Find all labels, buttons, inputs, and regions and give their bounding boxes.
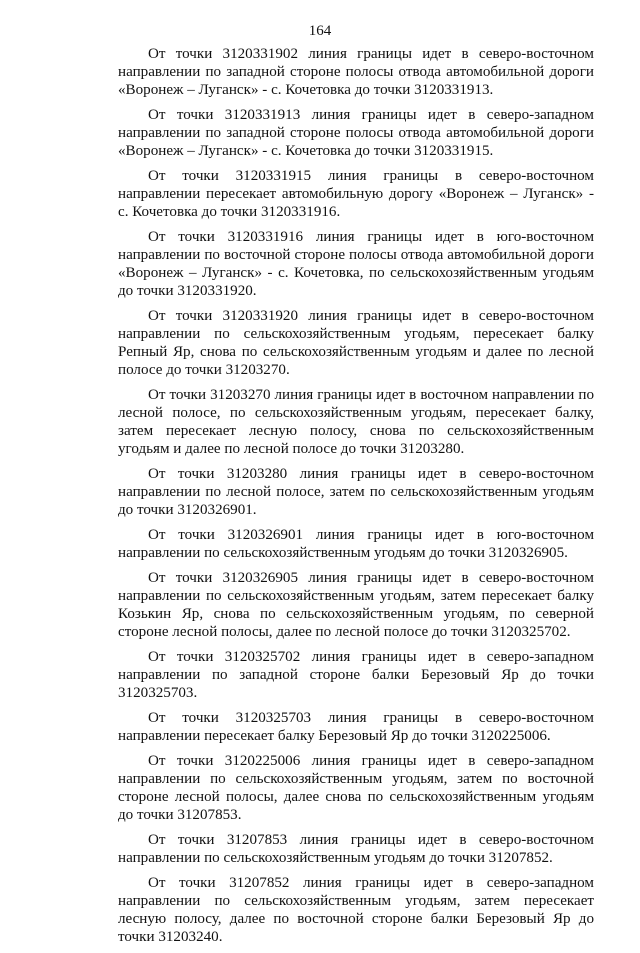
paragraph: От точки 31203270 линия границы идет в восточном направлении по лесной полосе, по сельскохозяйственным угодьям, пересекает балку, затем пересекает лесную полосу, снова по сельскохозяйственным угодьям и далее по лесной полосе до точки 31203280. — [118, 387, 594, 457]
paragraph: От точки 3120225006 линия границы идет в северо-западном направлении по сельскохозяйственным угодьям, затем по восточной стороне лесной полосы, далее снова по сельскохозяйственным угодьям до точки 31207853. — [118, 753, 594, 823]
paragraph: От точки 31203280 линия границы идет в северо-восточном направлении по лесной полосе, затем по сельскохозяйственным угодьям до точки 3120326901. — [118, 466, 594, 518]
paragraph: От точки 3120326901 линия границы идет в юго-восточном направлении по сельскохозяйственным угодьям до точки 3120326905. — [118, 527, 594, 561]
boundary-description-text — [118, 45, 594, 953]
paragraph: От точки 3120331902 линия границы идет в северо-восточном направлении по западной стороне полосы отвода автомобильной дороги «Воронеж – Луганск» - с. Кочетовка до точки 3120331913. — [118, 46, 594, 98]
paragraph: От точки 3120331915 линия границы в северо-восточном направлении пересекает автомобильную дорогу «Воронеж – Луганск» - с. Кочетовка до точки 3120331916. — [118, 168, 594, 220]
paragraph: От точки 3120326905 линия границы идет в северо-восточном направлении по сельскохозяйственным угодьям, затем пересекает балку Козькин Яр, снова по сельскохозяйственным угодьям, по северной стороне лесной полосы, далее по лесной полосе до точки 3120325702. — [118, 570, 594, 640]
paragraph: От точки 3120325702 линия границы идет в северо-западном направлении по западной стороне балки Березовый Яр до точки 3120325703. — [118, 649, 594, 701]
paragraph: От точки 31207852 линия границы идет в северо-западном направлении по сельскохозяйственным угодьям, затем пересекает лесную полосу, далее по восточной стороне балки Березовый Яр до точки 31203240. — [118, 875, 594, 945]
paragraph: От точки 31207853 линия границы идет в северо-восточном направлении по сельскохозяйственным угодьям до точки 31207852. — [118, 832, 594, 866]
page-number: 164 — [308, 23, 332, 39]
paragraph: От точки 3120331916 линия границы идет в юго-восточном направлении по восточной стороне полосы отвода автомобильной дороги «Воронеж – Луганск» - с. Кочетовка, по сельскохозяйственным угодьям до точки 3120331920. — [118, 229, 594, 299]
paragraph: От точки 3120331913 линия границы идет в северо-западном направлении по западной стороне полосы отвода автомобильной дороги «Воронеж – Луганск» - с. Кочетовка до точки 3120331915. — [118, 107, 594, 159]
paragraph: От точки 3120325703 линия границы в северо-восточном направлении пересекает балку Березовый Яр до точки 3120225006. — [118, 710, 594, 744]
paragraph: От точки 3120331920 линия границы идет в северо-восточном направлении по сельскохозяйственным угодьям, пересекает балку Репный Яр, снова по сельскохозяйственным угодьям и далее по лесной полосе до точки 31203270. — [118, 308, 594, 378]
